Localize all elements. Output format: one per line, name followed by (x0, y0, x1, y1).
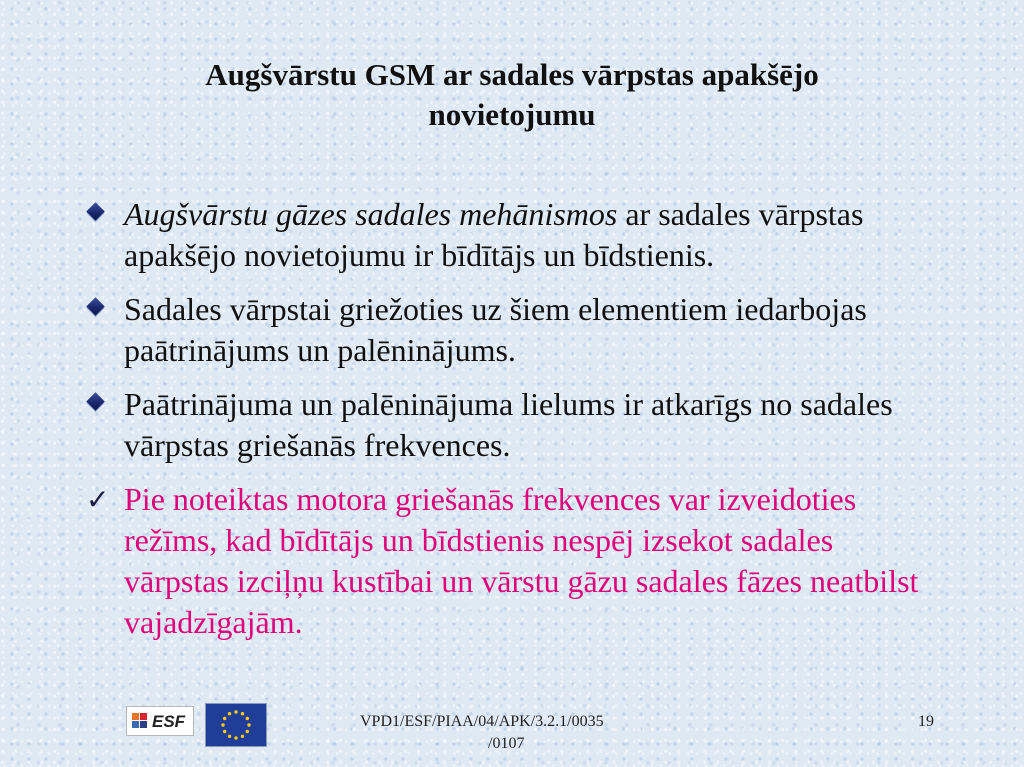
esf-logo-mark-icon (132, 713, 149, 730)
bullet-item (86, 384, 946, 466)
slide-title-line1: Augšvārstu GSM ar sadales vārpstas apakšējo (205, 57, 819, 92)
diamond-icon (86, 202, 104, 220)
esf-logo-text: ESF (152, 712, 186, 731)
diamond-icon (86, 297, 104, 315)
project-reference-line1: VPD1/ESF/PIAA/04/APK/3.2.1/0035 (360, 713, 604, 730)
bullet-text: Paātrinājuma un palēninājuma lielums ir atkarīgs no sadales vārpstas griešanās frekvences. (124, 386, 893, 463)
page-number: 19 (918, 713, 934, 730)
eu-flag-icon (205, 703, 267, 747)
slide-footer (0, 700, 1024, 767)
checkmark-icon: ✓ (86, 483, 110, 516)
eu-flag-stars (206, 704, 266, 746)
diamond-icon (86, 392, 104, 410)
bullet-list (86, 194, 946, 656)
esf-logo (126, 706, 194, 736)
bullet-text: Sadales vārpstai griežoties uz šiem elementiem iedarbojas paātrinājums un palēninājums. (124, 291, 867, 368)
bullet-item (86, 194, 946, 276)
project-reference-line2: /0107 (488, 735, 525, 752)
project-reference (360, 711, 690, 755)
bullet-item-highlighted (86, 479, 946, 643)
slide-title-line2: novietojumu (428, 97, 596, 132)
bullet-item (86, 289, 946, 371)
bullet-italic-lead: Augšvārstu gāzes sadales mehānismos (124, 196, 618, 232)
slide-title (0, 55, 1024, 135)
bullet-text: Pie noteiktas motora griešanās frekvences var izveidoties režīms, kad bīdītājs un bīdstienis nespēj izsekot sadales vārpstas izciļņu kustībai un vārstu gāzu sadales fāzes neatbilst vajadzīgajām. (124, 481, 919, 640)
bullet-text: ar sadales vārpstas apakšējo novietojumu ir bīdītājs un bīdstienis. (124, 196, 864, 273)
